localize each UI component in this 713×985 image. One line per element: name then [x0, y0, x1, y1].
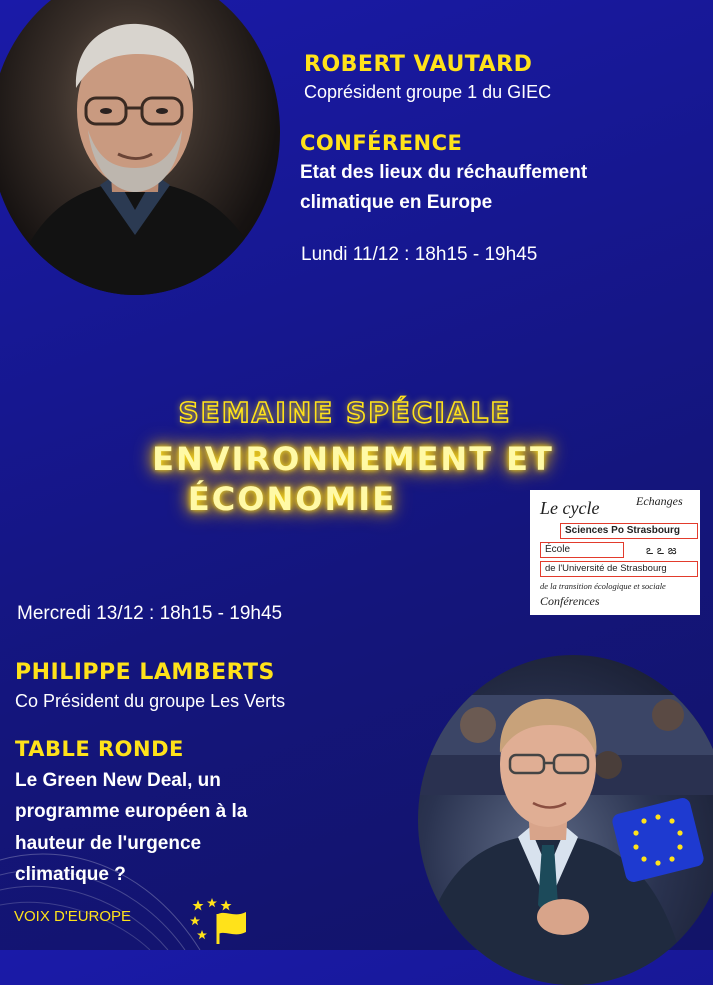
speaker2-role: Co Président du groupe Les Verts — [15, 691, 286, 711]
banner-topic-line2: ÉCONOMIE — [187, 480, 397, 518]
banner-special-week: SEMAINE SPÉCIALE — [178, 396, 512, 429]
speaker1-talk-title-line2: climatique en Europe — [300, 192, 493, 213]
footer-org-name: VOIX D'EUROPE — [14, 908, 132, 925]
speaker2-talk-title-line2: programme européen à la — [15, 801, 248, 822]
logo-universite: de l'Université de Strasbourg — [540, 561, 698, 577]
europe-stars-flag-icon — [190, 896, 254, 946]
decorative-arcs — [0, 800, 210, 950]
logo-conferences: Conférences — [540, 594, 600, 608]
speaker2-date: Mercredi 13/12 : 18h15 - 19h45 — [17, 603, 283, 624]
speaker1-talk-title-line1: Etat des lieux du réchauffement — [300, 162, 588, 183]
banner-topic-line1: ENVIRONNEMENT ET — [152, 440, 554, 478]
speaker1-date: Lundi 11/12 : 18h15 - 19h45 — [301, 244, 538, 265]
logo-symbols: ఽ ఽ జ — [646, 543, 677, 557]
logo-sciences-po: Sciences Po Strasbourg — [560, 523, 698, 539]
logo-le-cycle: Le cycle — [540, 498, 600, 518]
logo-echanges: Echanges — [636, 494, 683, 508]
logo-ecole: École — [540, 542, 624, 558]
le-cycle-logo — [530, 490, 700, 615]
speaker1-format: CONFÉRENCE — [300, 131, 463, 155]
speaker1-role: Coprésident groupe 1 du GIEC — [304, 82, 552, 102]
logo-transition: de la transition écologique et sociale — [540, 581, 666, 591]
speaker1-name: ROBERT VAUTARD — [304, 52, 533, 77]
speaker2-name: PHILIPPE LAMBERTS — [15, 660, 275, 685]
speaker2-photo — [418, 655, 713, 985]
speaker2-format: TABLE RONDE — [15, 737, 184, 761]
speaker1-photo — [0, 0, 280, 295]
speaker2-talk-title-line1: Le Green New Deal, un — [15, 770, 221, 791]
speaker2-talk-title-line4: climatique ? — [15, 864, 126, 885]
speaker2-talk-title-line3: hauteur de l'urgence — [15, 833, 202, 854]
